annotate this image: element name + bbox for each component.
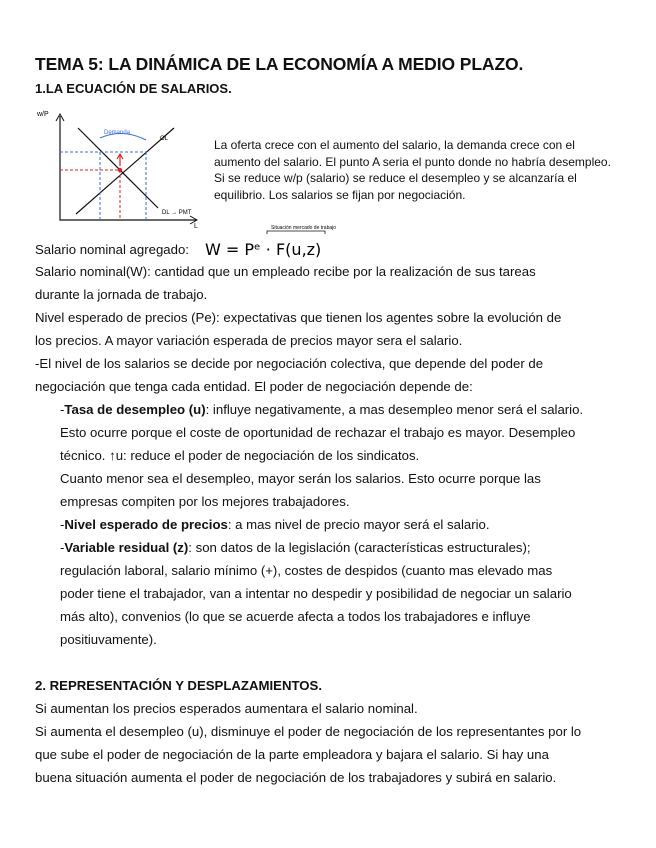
text-line: regulación laboral, salario mínimo (+), costes de despidos (cuanto mas elevado mas: [60, 563, 553, 578]
bullet-expected-prices: -Nivel esperado de precios: a mas nivel de precio mayor será el salario.: [60, 517, 490, 532]
equilibrium-point: [118, 168, 122, 172]
text-line: negociación que tenga cada entidad. El poder de negociación depende de:: [35, 379, 473, 394]
text-line: poder tiene el trabajador, van a intentar no despedir y posibilidad de negociar un salario: [60, 586, 572, 601]
text-line: empresas compiten por los mejores trabajadores.: [60, 494, 350, 509]
text-line: los precios. A mayor variación esperada de precios mayor sera el salario.: [35, 333, 463, 348]
bullet-title: Tasa de desempleo (u): [64, 402, 206, 417]
text-line: Nivel esperado de precios (Pe): expectativas que tienen los agentes sobre la evolución de: [35, 310, 562, 325]
bullet-title: Nivel esperado de precios: [64, 517, 228, 532]
text-line: que sube el poder de negociación de la parte empleadora y bajara el salario. Si hay una: [35, 747, 549, 762]
bullet-title: Variable residual (z): [64, 540, 189, 555]
text-line: Si aumentan los precios esperados aumentara el salario nominal.: [35, 701, 418, 716]
text-line: Si aumenta el desempleo (u), disminuye el poder de negociación de los representantes por lo: [35, 724, 582, 739]
bullet-text: : influye negativamente, a mas desempleo menor será el salario.: [205, 402, 584, 417]
text-line: positiuvamente).: [60, 632, 157, 647]
intro-paragraph: La oferta crece con el aumento del salario, la demanda crece con el aumento del salario. El punto A seria el punto donde no habría desempleo. Si se reduce w/p (salario) se reduce el desempleo y se alcanzaría el equilibrio. Los salarios se fijan por negociación.: [214, 138, 611, 202]
section-heading-1: 1.LA ECUACIÓN DE SALARIOS.: [35, 81, 232, 96]
text-line: durante la jornada de trabajo.: [35, 287, 208, 302]
bullet-residual-variable: -Variable residual (z): son datos de la legislación (características estructurales);: [60, 540, 531, 555]
up-arrow: [117, 154, 123, 166]
bullet-text: : a mas nivel de precio mayor será el salario.: [227, 517, 490, 532]
demand-label: Demanda: [104, 130, 131, 136]
page-title: TEMA 5: LA DINÁMICA DE LA ECONOMÍA A MEDIO PLAZO.: [35, 54, 524, 74]
bullet-text: : son datos de la legislación (características estructurales);: [188, 540, 531, 555]
ol-label: OL: [160, 136, 169, 142]
annotation-bracket: [267, 231, 325, 234]
formula-annotation: Situación mercado de trabajo: [271, 225, 337, 231]
text-line: buena situación aumenta el poder de negociación de los trabajadores y subirá en salario.: [35, 770, 557, 785]
dl-label: DL → PMT: [162, 210, 192, 216]
wage-formula: [203, 222, 338, 264]
section-heading-2: 2. REPRESENTACIÓN Y DESPLAZAMIENTOS.: [35, 678, 323, 693]
formula-label: Salario nominal agregado:: [35, 242, 189, 257]
text-line: -El nivel de los salarios se decide por negociación colectiva, que depende del poder de: [35, 356, 544, 371]
text-line: Esto ocurre porque el coste de oportunidad de rechazar el trabajo es mayor. Desempleo: [60, 425, 576, 440]
x-axis-label: L: [194, 223, 198, 230]
text-line: técnico. ↑u: reduce el poder de negociación de los sindicatos.: [60, 448, 420, 463]
text-line: Cuanto menor sea el desempleo, mayor serán los salarios. Esto ocurre porque las: [60, 471, 541, 486]
labour-market-graph: [34, 106, 204, 236]
text-line: más alto), convenios (lo que se acuerde afecta a todos los trabajadores e influye: [60, 609, 531, 624]
bullet-unemployment: -Tasa de desempleo (u): influye negativamente, a mas desempleo menor será el salario.: [60, 402, 584, 417]
text-line: Salario nominal(W): cantidad que un empleado recibe por la realización de sus tareas: [35, 264, 536, 279]
y-axis-label: w/P: [37, 111, 49, 118]
formula-text: W = Pᵉ · F(u,z): [205, 240, 322, 259]
